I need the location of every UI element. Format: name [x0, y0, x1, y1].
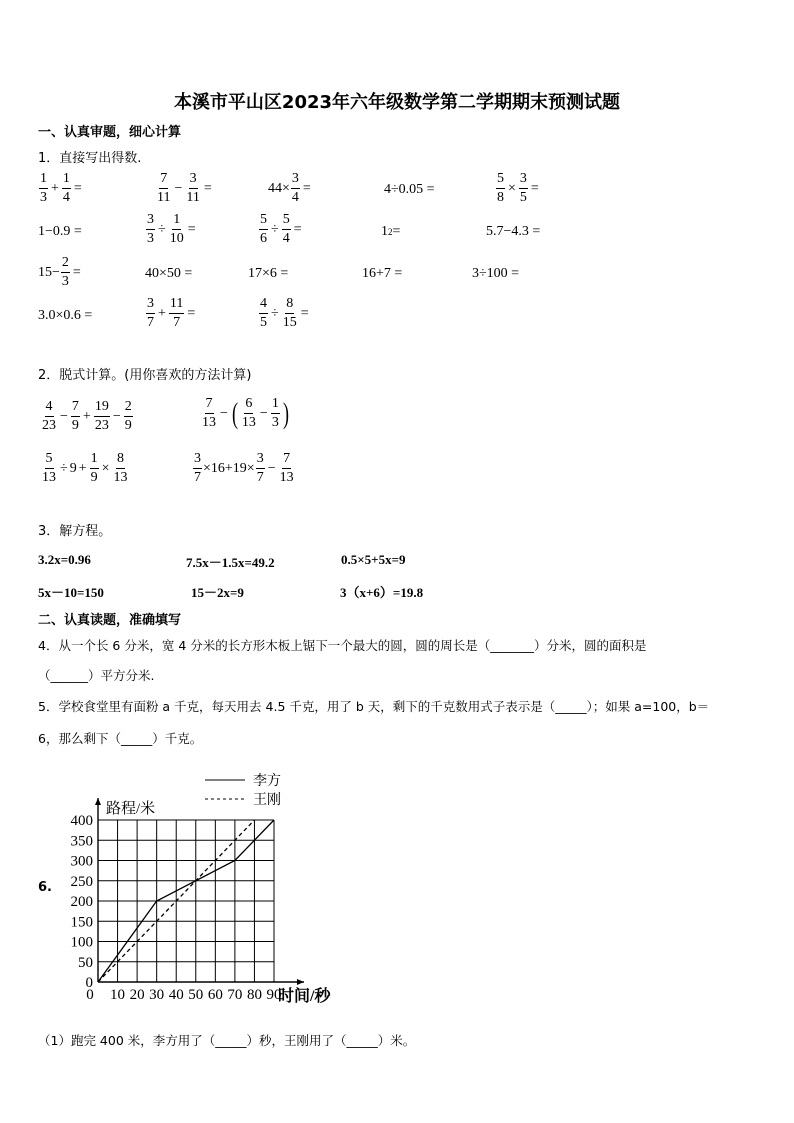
- calc-8: $\frac{5}{6}$ ÷ $\frac{5}{4}$ =: [260, 212, 302, 246]
- equation-6: 3（x+6）=19.8: [340, 585, 424, 600]
- equation-3: 0.5×5+5x=9: [341, 552, 406, 567]
- equation-5: 15－2x=9: [191, 585, 244, 600]
- y-tick-label: 300: [70, 853, 93, 870]
- equation-4: 5x－10=150: [38, 585, 104, 600]
- question-1-label: 1．直接写出得数.: [38, 151, 142, 166]
- calc-14: 16+7 =: [362, 266, 403, 281]
- calc-17: $\frac{3}{7}$ + $\frac{11}{7}$ =: [147, 296, 196, 330]
- expr-1: $\frac{4}{23}$ − $\frac{7}{9}$ + $\frac{19}{23}$ − $\frac{2}{9}$: [42, 399, 132, 433]
- calc-16: 3.0×0.6 =: [38, 308, 93, 323]
- question-5-line-1: 5．学校食堂里有面粉 a 千克，每天用去 4.5 千克，用了 b 天，剩下的千克数用式子表示是（_____）；如果 a=100，b＝: [38, 699, 710, 714]
- equation-2: 7.5x－1.5x=49.2: [186, 555, 275, 570]
- y-tick-label: 400: [70, 813, 93, 829]
- x-tick-label: 70: [227, 987, 243, 1003]
- calc-15: 3÷100 =: [472, 266, 520, 281]
- x-tick-label: 50: [188, 987, 204, 1003]
- y-tick-label: 350: [70, 833, 93, 850]
- x-tick-label: 60: [207, 987, 223, 1003]
- y-tick-label: 250: [70, 873, 93, 890]
- legend-label: 李方: [253, 774, 281, 789]
- calc-13: 17×6 =: [248, 266, 289, 281]
- legend-label: 王刚: [253, 793, 281, 808]
- equation-1: 3.2x=0.96: [38, 552, 91, 567]
- calc-9: 1 2 =: [381, 224, 401, 239]
- calc-7: $\frac{3}{3}$ ÷ $\frac{1}{10}$ =: [147, 212, 196, 246]
- y-tick-label: 200: [70, 894, 93, 910]
- question-6-label: 6.: [38, 880, 52, 895]
- origin-label: 0: [86, 987, 94, 1003]
- x-tick-label: 30: [149, 987, 165, 1003]
- distance-time-chart: [55, 770, 375, 1010]
- x-axis-label: 时间/秒: [278, 988, 331, 1005]
- calc-1: $\frac{1}{3}$ + $\frac{1}{4}$ =: [40, 171, 82, 205]
- expr-3: $\frac{5}{13}$ ÷ 9 + $\frac{1}{9}$ × $\frac{8}{13}$: [42, 451, 128, 485]
- x-tick-label: 20: [129, 987, 145, 1003]
- calc-6: 1−0.9 =: [38, 224, 82, 239]
- section-1-heading: 一、认真审题，细心计算: [38, 125, 182, 140]
- calc-2: $\frac{7}{11}$ − $\frac{3}{11}$ =: [157, 171, 212, 205]
- y-tick-label: 100: [70, 934, 93, 951]
- section-2-heading: 二、认真读题，准确填写: [38, 613, 182, 628]
- calc-11: 15− $\frac{2}{3}$ =: [38, 255, 81, 289]
- x-tick-label: 80: [246, 987, 262, 1003]
- y-axis-label: 路程/米: [106, 801, 156, 817]
- y-tick-label: 50: [78, 954, 93, 971]
- calc-3: 44× $\frac{3}{4}$ =: [268, 171, 311, 205]
- calc-5: $\frac{5}{8}$ × $\frac{3}{5}$ =: [497, 171, 539, 205]
- calc-18: $\frac{4}{5}$ ÷ $\frac{8}{15}$ =: [260, 296, 309, 330]
- x-tick-label: 10: [110, 987, 126, 1003]
- y-tick-label: 0: [85, 975, 93, 991]
- expr-4: $\frac{3}{7}$ ×16+19× $\frac{3}{7}$ − $\frac{7}{13}$: [194, 451, 294, 485]
- x-tick-label: 90: [266, 987, 282, 1003]
- x-tick-label: 40: [168, 987, 184, 1003]
- question-2-label: 2．脱式计算。(用你喜欢的方法计算): [38, 368, 252, 383]
- question-6-sub-1: （1）跑完 400 米，李方用了（_____）秒，王刚用了（_____）米。: [38, 1033, 416, 1048]
- question-3-label: 3．解方程。: [38, 524, 112, 539]
- y-tick-label: 150: [70, 914, 93, 931]
- page-title: 本溪市平山区2023年六年级数学第二学期期末预测试题: [173, 92, 621, 113]
- expr-2: $\frac{7}{13}$ − ( $\frac{6}{13}$ − $\frac{1}{3}$ ): [202, 396, 289, 430]
- y-axis-arrow: [95, 798, 101, 805]
- calc-4: 4÷0.05 =: [384, 182, 435, 197]
- question-4-line-1: 4．从一个长 6 分米，宽 4 分米的长方形木板上锯下一个最大的圆，圆的周长是（_______）分米，圆的面积是: [38, 638, 647, 653]
- calc-10: 5.7−4.3 =: [486, 224, 541, 239]
- x-axis-arrow: [297, 979, 304, 985]
- calc-12: 40×50 =: [145, 266, 193, 281]
- question-4-line-2: （______）平方分米.: [38, 668, 155, 683]
- question-5-line-2: 6，那么剩下（_____）千克。: [38, 731, 203, 746]
